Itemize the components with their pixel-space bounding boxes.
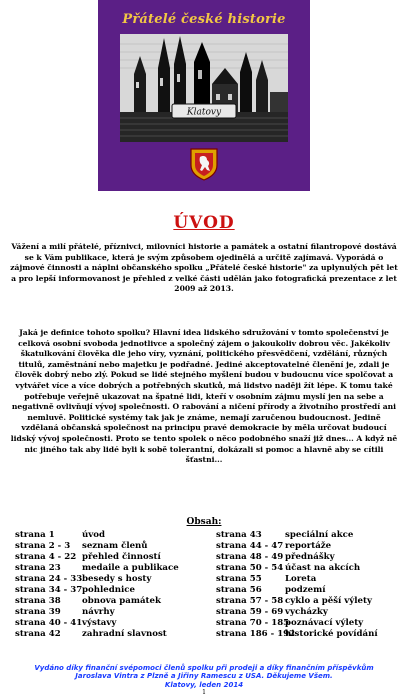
contents-row — [216, 541, 406, 552]
contents-row — [216, 585, 406, 596]
contents-page: strana 56 — [216, 585, 262, 595]
contents-label: speciální akce — [285, 530, 354, 540]
contents-page: strana 39 — [15, 607, 61, 617]
contents-page: strana 55 — [216, 574, 262, 584]
contents-heading: Obsah: — [186, 517, 222, 527]
contents-row — [216, 629, 406, 640]
lion-crest-icon — [189, 147, 219, 181]
contents-row — [15, 563, 215, 574]
contents-row — [15, 618, 215, 629]
contents-label: besedy s hosty — [82, 574, 152, 584]
contents-row — [15, 552, 215, 563]
contents-row — [15, 530, 215, 541]
contents-label: medaile a publikace — [82, 563, 179, 573]
contents-row — [15, 629, 215, 640]
contents-page: strana 44 - 47 — [216, 541, 284, 551]
contents-row — [15, 607, 215, 618]
contents-page: strana 43 — [216, 530, 262, 540]
contents-row — [216, 530, 406, 541]
contents-row — [216, 618, 406, 629]
contents-row — [15, 541, 215, 552]
contents-row — [216, 607, 406, 618]
contents-row — [216, 574, 406, 585]
contents-label: vycházky — [285, 607, 328, 617]
contents-page: strana 2 - 3 — [15, 541, 71, 551]
contents-label: přednášky — [285, 552, 335, 562]
contents-label: reportáže — [285, 541, 332, 551]
contents-page: strana 48 - 49 — [216, 552, 284, 562]
contents-label: Loreta — [285, 574, 317, 584]
contents-label: zahradní slavnost — [82, 629, 167, 639]
contents-label: přehled činností — [82, 552, 161, 562]
contents-label: účast na akcích — [285, 563, 361, 573]
contents-page: strana 4 - 22 — [15, 552, 77, 562]
contents-page: strana 50 - 54 — [216, 563, 284, 573]
footer-line-2: Jaroslava Vintra z Plzně a Jiřiny Ramescu z USA. Děkujeme Všem. — [75, 672, 333, 681]
contents-label: seznam členů — [82, 541, 148, 551]
cover-title: Přátelé české historie — [122, 12, 286, 27]
contents-page: strana 23 — [15, 563, 61, 573]
contents-page: strana 24 - 33 — [15, 574, 83, 584]
contents-page: strana 34 - 37 — [15, 585, 83, 595]
contents-label: historické povídání — [285, 629, 378, 639]
contents-page: strana 1 — [15, 530, 55, 540]
contents-page: strana 42 — [15, 629, 61, 639]
contents-page: strana 57 - 58 — [216, 596, 284, 606]
contents-label: obnova památek — [82, 596, 161, 606]
body-paragraph: Jaká je definice tohoto spolku? Hlavní idea lidského sdružování v tomto společenství je celková osobní svoboda jednotlivce a společný zájem o jakoukoliv dobrou věc. Jakékoliv škatulkování člověka dle jeho víry, vyznání, politického přesvědčení, vzdělání, různých titulů, zaměstnání nebo majetku je podřadné. Jediné akceptovatelné členění je, zdali je člověk dobrý nebo zlý. Pokud se lidé stejného myšlení budou v budoucnu více spolčovat a vytvářet více a více dobrých a potřebných skutků, má lidstvo naději žít lépe. K tomu také potřebuje veřejně ukazovat na špatné lidi, kteří v osobním zájmu myslí jen na sebe a negativně ovlivňují vývoj společnosti. O rabování a ničení přírody a životního prostředí ani nemluvě. Politické systémy tak jak je známe, nemají zaručenou budoucnost. Jedině vzdělaná občanská společnost na principu pravé demokracie by měla určovat budoucí lidský vývoj společnosti. Proto se tento spolek o něco podobného snaží již dnes... A když ně nic jiného tak aby lidé byli k sobě tolerantní, dokázali si pomoc a hlavně aby se cítili šťastni... — [10, 328, 398, 465]
contents-row — [15, 596, 215, 607]
contents-row — [216, 563, 406, 574]
contents-row — [15, 585, 215, 596]
contents-label: návrhy — [82, 607, 115, 617]
contents-page: strana 40 - 41 — [15, 618, 83, 628]
footer-credits — [0, 664, 408, 689]
footer-line-3: Klatovy, leden 2014 — [164, 680, 244, 689]
contents-page: strana 38 — [15, 596, 61, 606]
contents-page: strana 186 - 192 — [216, 629, 296, 639]
contents-label: cyklo a pěší výlety — [285, 596, 372, 606]
page-title: ÚVOD — [173, 213, 235, 233]
footer-line-1: Vydáno díky finanční svépomoci členů spolku při prodeji a díky finančním příspěvkům — [34, 664, 374, 672]
contents-left-column — [15, 530, 215, 640]
contents-label: poznávací výlety — [285, 618, 364, 628]
contents-label: výstavy — [82, 618, 117, 628]
contents-right-column — [216, 530, 406, 640]
page-number: 1 — [202, 689, 206, 696]
contents-label: úvod — [82, 530, 105, 540]
intro-paragraph: Vážení a milí přátelé, příznivci, milovníci historie a památek a ostatní filantropové dostává se k Vám publikace, která je svým způsobem ojedinělá a určitě zajímavá. Vyporádá o zájmové činnosti a náplni občanského spolku „Přátelé české historie" za uplynulých pět let a pro lepší informovanost je přehled z velké části udělán jako fotografická prezentace z let 2009 až 2013. — [10, 242, 398, 294]
contents-row — [216, 552, 406, 563]
contents-label: podzemí — [285, 585, 326, 595]
cover-sign-text: Klatovy — [186, 107, 222, 118]
contents-row — [15, 574, 215, 585]
klatovy-skyline-illustration — [120, 34, 288, 142]
contents-label: pohlednice — [82, 585, 135, 595]
contents-page: strana 59 - 69 — [216, 607, 284, 617]
cover-image — [98, 0, 310, 191]
contents-row — [216, 596, 406, 607]
contents-page: strana 70 - 185 — [216, 618, 290, 628]
